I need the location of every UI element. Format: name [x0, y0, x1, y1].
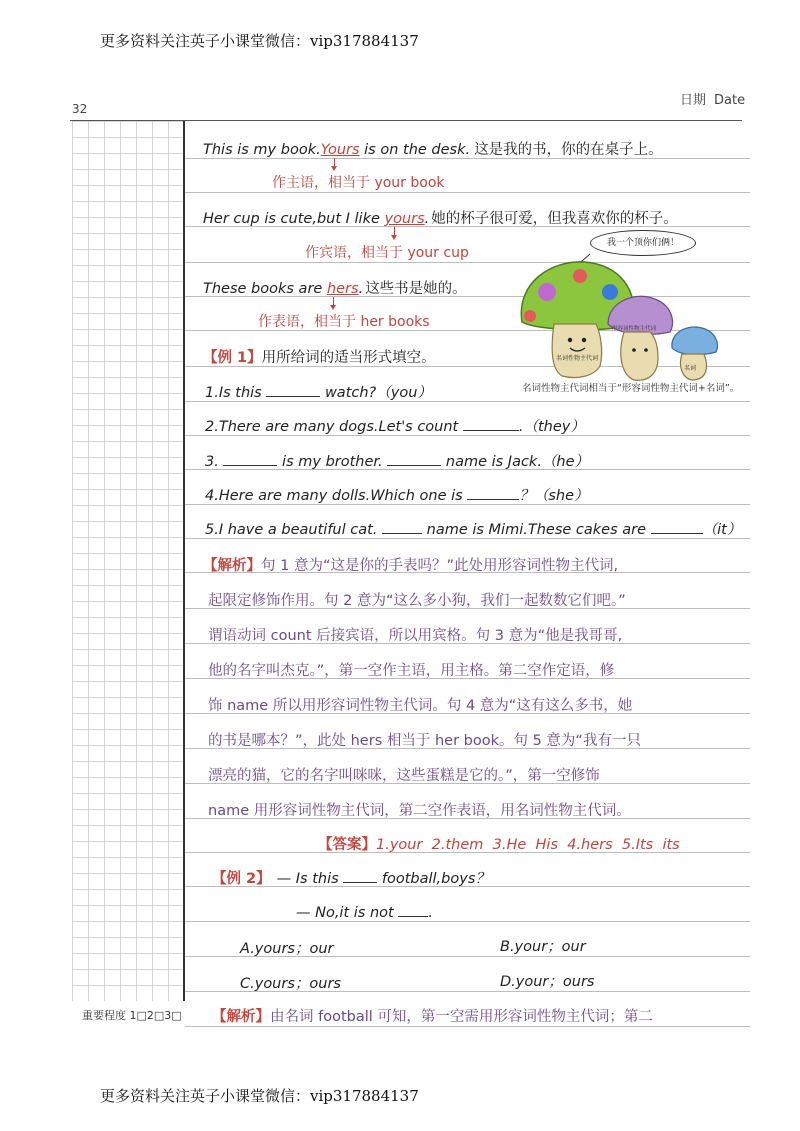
watermark-bottom: 更多资料关注英子小课堂微信：vip317884137: [100, 1087, 419, 1105]
speech-bubble: 我一个顶你们俩！: [590, 230, 696, 256]
question-2: 2.There are many dogs.Let's count .（they）: [205, 415, 585, 436]
mid-mushroom-stem: [621, 332, 658, 380]
sentence-yours: This is my book.Yours is on the desk. 这是我的书，你的在桌子上。: [203, 142, 663, 158]
option-d[interactable]: D.your；ours: [500, 974, 595, 990]
illustration-caption: 名词性物主代词相当于“形容词性物主代词+名词”。: [522, 383, 740, 394]
answer-blank[interactable]: [387, 451, 441, 466]
highlight-yours-object: yours: [384, 211, 425, 227]
answer-blank[interactable]: [223, 451, 277, 466]
analysis1-line4: 他的名字叫杰克。”，第一空作主语，用主格。第二空作定语，修: [208, 663, 615, 679]
note-subject: 作主语，相当于 your book: [272, 175, 445, 191]
answer-blank[interactable]: [343, 868, 377, 883]
small-mushroom-tag: 名词: [684, 365, 697, 372]
highlight-hers: hers: [326, 281, 359, 297]
importance-rating: 重要程度 1□2□3□: [82, 1009, 182, 1022]
analysis1-line2: 起限定修饰作用。句 2 意为“这么多小狗，我们一起数数它们吧。”: [208, 593, 626, 609]
answer-blank[interactable]: [467, 485, 519, 500]
spot: [573, 269, 587, 283]
example1-instruction: 用所给词的适当形式填空。: [261, 350, 436, 366]
mushroom-illustration: [512, 252, 752, 384]
answer1-label: 【答案】: [318, 837, 376, 853]
option-b[interactable]: B.your；our: [500, 939, 586, 955]
grid-margin: [72, 121, 185, 1001]
sentence-yours-object: Her cup is cute,but I like yours. 她的杯子很可爱，但我喜欢你的杯子。: [203, 211, 678, 227]
rule-line: [185, 1026, 750, 1027]
analysis1-line6: 的书是哪本？”，此处 hers 相当于 her book。句 5 意为“我有一只: [208, 733, 641, 749]
date-label-en: Date: [714, 93, 746, 108]
spot: [524, 310, 536, 322]
example1-label: 【例 1】: [203, 350, 262, 366]
rule-line: [185, 921, 750, 922]
question-5: 5.I have a beautiful cat. name is Mimi.These cakes are （it）: [205, 518, 741, 539]
date-label-cn: 日期: [680, 93, 707, 108]
analysis1-line7: 漂亮的猫，它的名字叫咪咪，这些蛋糕是它的。”，第一空修饰: [208, 768, 600, 784]
example2-label: 【例 2】: [212, 871, 271, 887]
analysis1-line5: 饰 name 所以用形容词性物主代词。句 4 意为“这有这么多书，她: [208, 698, 633, 714]
analysis1-line1: 【解析】句 1 意为“这是你的手表吗？”此处用形容词性物主代词,: [203, 558, 619, 574]
answer-blank[interactable]: [266, 382, 320, 397]
question-1: 1.Is this watch?（you）: [205, 381, 432, 402]
mid-mushroom-tag: 形容词性物主代词: [612, 326, 657, 332]
answer1-text: 1.your 2.them 3.He His 4.hers 5.Its its: [376, 837, 680, 853]
analysis1-line3: 谓语动词 count 后接宾语，所以用宾格。句 3 意为“他是我哥哥,: [208, 628, 623, 644]
sentence-hers: These books are hers. 这些书是她的。: [203, 281, 467, 297]
answer-blank[interactable]: [651, 519, 703, 534]
date-field: [680, 89, 753, 108]
highlight-yours: Yours: [320, 142, 360, 158]
rule-line: [185, 192, 750, 193]
example2-question: 【例 2】 — Is this football,boys？: [212, 867, 490, 888]
analysis1-label: 【解析】: [203, 558, 261, 574]
analysis2: 【解析】由名词 football 可知，第一空需用形容词性物主代词；第二: [212, 1009, 653, 1025]
question-3: 3. is my brother. name is Jack.（he）: [205, 450, 589, 471]
example1-heading: [203, 346, 436, 367]
option-c[interactable]: C.yours；ours: [240, 976, 341, 992]
small-mushroom-cap: [672, 327, 718, 355]
answer1: [318, 833, 680, 854]
big-mushroom-tag: 名词性物主代词: [556, 355, 599, 362]
example2-response: — No,it is not .: [296, 902, 433, 921]
analysis2-label: 【解析】: [212, 1009, 270, 1025]
note-predicative: 作表语，相当于 her books: [258, 314, 430, 330]
spot: [602, 284, 618, 300]
watermark-top: 更多资料关注英子小课堂微信：vip317884137: [100, 32, 419, 50]
answer-blank[interactable]: [382, 519, 422, 534]
question-4: 4.Here are many dolls.Which one is ？（she）: [205, 484, 589, 505]
answer-blank[interactable]: [463, 416, 519, 431]
analysis1-line8: name 用形容词性物主代词，第二空作表语，用名词性物主代词。: [208, 803, 631, 819]
spot: [538, 283, 556, 301]
note-object: 作宾语，相当于 your cup: [305, 245, 469, 261]
page-number: 32: [72, 102, 88, 116]
answer-blank[interactable]: [398, 902, 428, 917]
option-a[interactable]: A.yours；our: [240, 941, 334, 957]
